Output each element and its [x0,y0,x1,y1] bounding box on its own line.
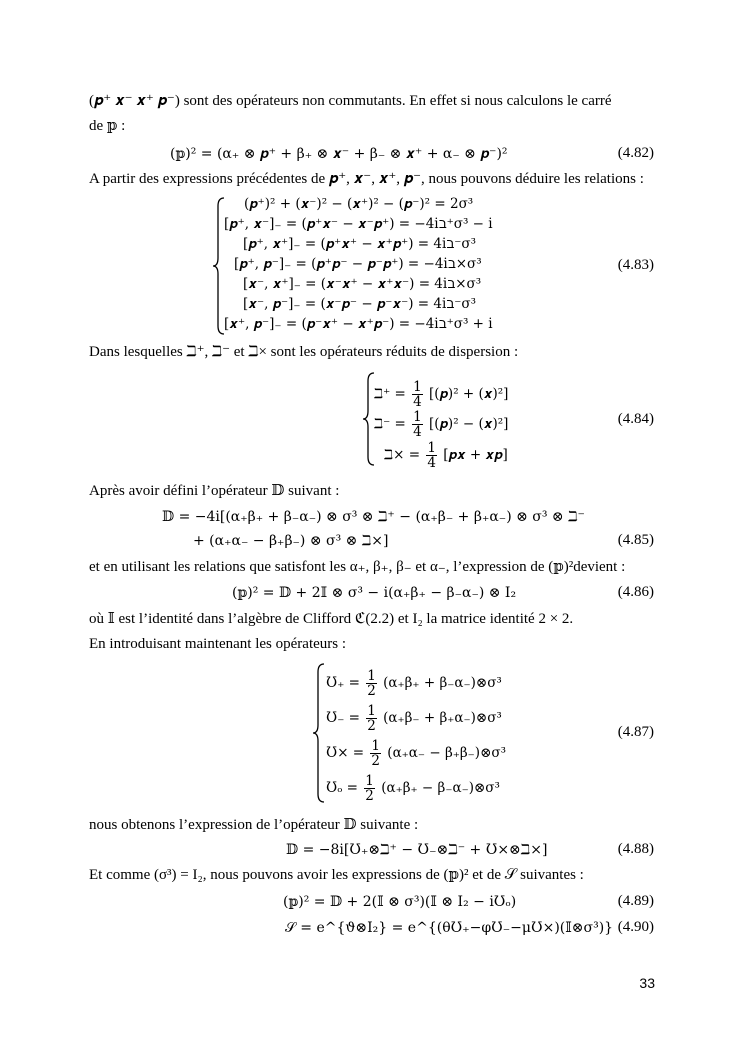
row-rhs: (α₊α₋ − β₊β₋)⊗σ³ [387,745,507,761]
paragraph-obtain-D: nous obtenons l’expression de l’opérateur 𝔻 suivante : [89,817,419,833]
fraction-denominator: 2 [367,718,376,734]
equation-number-4-84: (4.84) [617,411,654,427]
relation-row: [𝒑⁺, 𝒑⁻]₋ = (𝒑⁺𝒑⁻ − 𝒑⁻𝒑⁺) = −4iℶ×σ³ [234,256,482,272]
row-lhs: ℶ⁺ = [374,386,406,402]
fraction-denominator: 4 [413,424,422,440]
fraction-numerator: 1 [367,668,376,684]
relation-row: [𝒙⁻, 𝒙⁺]₋ = (𝒙⁻𝒙⁺ − 𝒙⁺𝒙⁻) = 4iℶ×σ³ [243,276,482,292]
fraction-denominator: 4 [427,455,436,471]
row-lhs: ℶ× = [384,447,421,463]
equation-number-4-89: (4.89) [617,893,654,909]
fraction-numerator: 1 [427,440,436,456]
row-lhs: Ʊ× = [326,745,365,761]
U-operator-row [326,669,502,698]
equation-4-86: (𝕡)² = 𝔻 + 2𝕀 ⊗ σ³ − i(α₊β₊ − β₋α₋) ⊗ I₂ [232,585,517,601]
row-rhs: (α₊β₊ − β₋α₋)⊗σ³ [381,780,500,796]
row-rhs: [(𝒑)² + (𝒙)²] [429,386,509,402]
paragraph-relations-result: et en utilisant les relations que satisfont les α₊, β₊, β₋ et α₋, l’expression de (𝕡)²devient : [89,559,626,575]
fraction-numerator: 1 [367,703,376,719]
page-number: 33 [639,975,655,991]
fraction-numerator: 1 [371,738,380,754]
relation-row: (𝒑⁺)² + (𝒙⁻)² − (𝒙⁺)² − (𝒑⁻)² = 2σ³ [244,196,474,212]
fraction-numerator: 1 [365,773,374,789]
equation-number-4-88: (4.88) [617,841,654,857]
fraction-denominator: 2 [371,753,380,769]
equation-number-4-83: (4.83) [617,257,654,273]
fraction-numerator: 1 [413,409,422,425]
equation-4-85-line2: + (α₊α₋ − β₊β₋) ⊗ σ³ ⊗ ℶ×] [193,533,389,549]
equation-number-4-85: (4.85) [617,532,654,548]
paragraph-identity: où 𝕀 est l’identité dans l’algèbre de Clifford ℭ(2.2) et I₂ la matrice identité 2 × 2. [89,611,574,627]
row-rhs: [𝒑𝒙 + 𝒙𝒑] [443,447,508,463]
paragraph-since-sigma: Et comme (σ³) = I₂, nous pouvons avoir les expressions de (𝕡)² et de 𝒮 suivantes : [89,867,584,883]
paragraph-intro-line2: de 𝕡 : [89,118,126,134]
left-brace-4-87 [312,662,326,804]
equation-number-4-86: (4.86) [617,584,654,600]
equation-4-82: (𝕡)² = (α₊ ⊗ 𝒑⁺ + β₊ ⊗ 𝒙⁻ + β₋ ⊗ 𝒙⁺ + α₋ ⊗ 𝒑⁻)² [170,146,508,162]
equation-number-4-87: (4.87) [617,724,654,740]
fraction-numerator: 1 [413,379,422,395]
relation-row: [𝒑⁺, 𝒙⁻]₋ = (𝒑⁺𝒙⁻ − 𝒙⁻𝒑⁺) = −4iℶ⁺σ³ − i [224,216,493,232]
row-lhs: Ʊ₊ = [326,675,360,691]
equation-4-89: (𝕡)² = 𝔻 + 2(𝕀 ⊗ σ³)(𝕀 ⊗ I₂ − iƱₒ) [283,894,517,910]
equation-4-88: 𝔻 = −8i[Ʊ₊⊗ℶ⁺ − Ʊ₋⊗ℶ⁻ + Ʊ×⊗ℶ×] [286,842,548,858]
U-operator-row [326,774,500,803]
dispersion-row [374,380,508,409]
equation-number-4-82: (4.82) [617,145,654,161]
equation-4-85-line1: 𝔻 = −4i[(α₊β₊ + β₋α₋) ⊗ σ³ ⊗ ℶ⁺ − (α₊β₋ + β₊α₋) ⊗ σ³ ⊗ ℶ⁻ [162,509,585,525]
paragraph-relations-intro: A partir des expressions précédentes de 𝒑⁺, 𝒙⁻, 𝒙⁺, 𝒑⁻, nous pouvons déduire les relations : [89,171,644,187]
U-operator-row [326,704,502,733]
equation-number-4-90: (4.90) [617,919,654,935]
fraction-denominator: 2 [365,788,374,804]
row-rhs: (α₊β₊ + β₋α₋)⊗σ³ [383,675,502,691]
relation-row: [𝒙⁺, 𝒑⁻]₋ = (𝒑⁻𝒙⁺ − 𝒙⁺𝒑⁻) = −4iℶ⁺σ³ + i [224,316,493,332]
relation-row: [𝒑⁺, 𝒙⁺]₋ = (𝒑⁺𝒙⁺ − 𝒙⁺𝒑⁺) = 4iℶ⁻σ³ [243,236,477,252]
fraction-denominator: 4 [413,394,422,410]
relation-row: [𝒙⁻, 𝒑⁻]₋ = (𝒙⁻𝒑⁻ − 𝒑⁻𝒙⁻) = 4iℶ⁻σ³ [243,296,477,312]
paragraph-introduce-operators: En introduisant maintenant les opérateurs : [89,636,347,652]
fraction-denominator: 2 [367,683,376,699]
paragraph-dispersion-operators: Dans lesquelles ℶ⁺, ℶ⁻ et ℶ× sont les opérateurs réduits de dispersion : [89,344,519,360]
row-lhs: Ʊₒ = [326,780,358,796]
row-lhs: ℶ⁻ = [374,416,406,432]
paragraph-intro-line1: (𝒑⁺ 𝒙⁻ 𝒙⁺ 𝒑⁻) sont des opérateurs non commutants. En effet si nous calculons le carré [89,93,612,109]
dispersion-row [384,441,508,470]
equation-4-90: 𝒮 = e^{ϑ⊗I₂} = e^{(θƱ₊−φƱ₋−μƱ×)(𝕀⊗σ³)} [285,920,614,936]
row-rhs: (α₊β₋ + β₊α₋)⊗σ³ [383,710,502,726]
paragraph-define-D: Après avoir défini l’opérateur 𝔻 suivant : [89,483,340,499]
U-operator-row [326,739,506,768]
dispersion-row [374,410,508,439]
row-lhs: Ʊ₋ = [326,710,360,726]
row-rhs: [(𝒑)² − (𝒙)²] [429,416,509,432]
